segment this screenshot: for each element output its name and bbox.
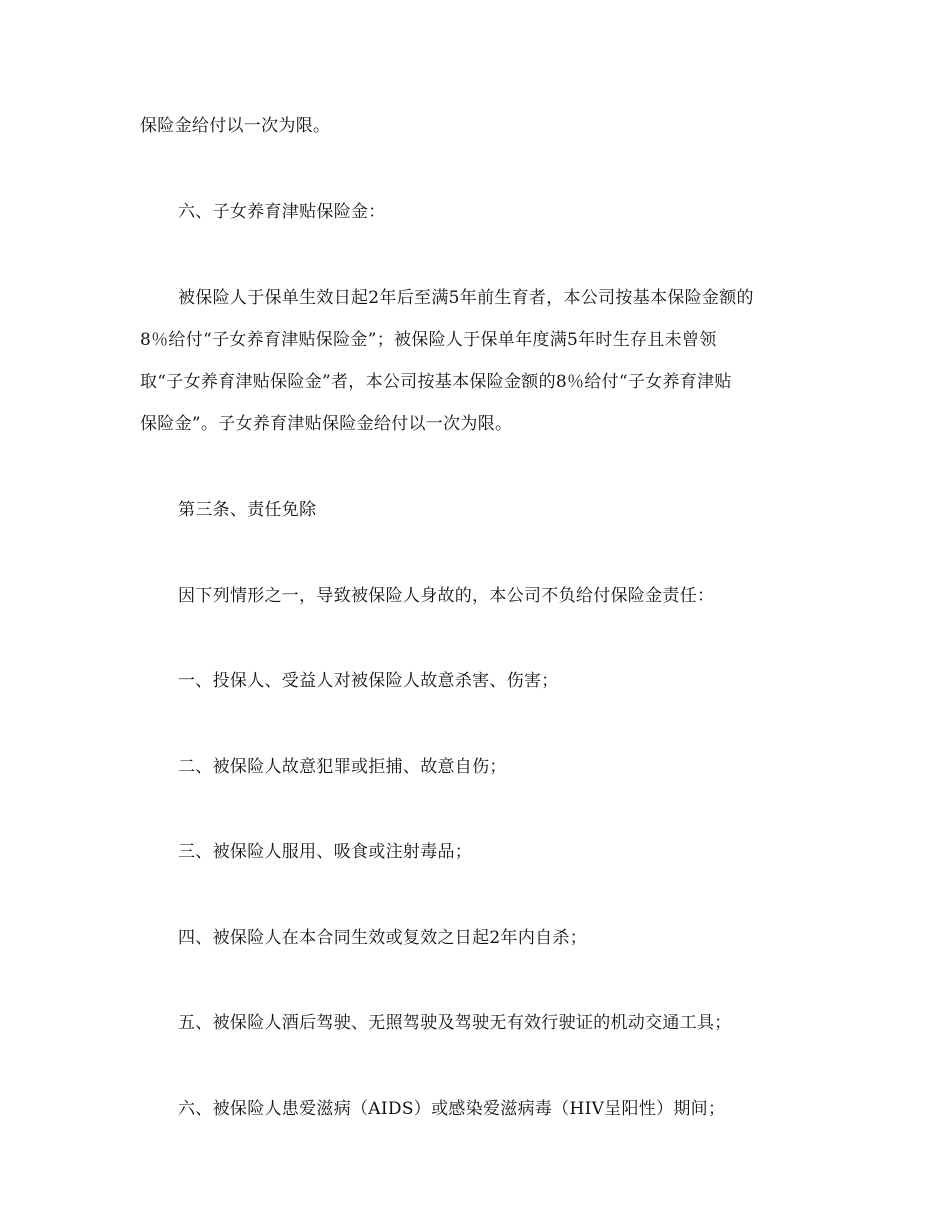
- paragraph-line: 取“子女养育津贴保险金”者，本公司按基本保险金额的8％给付“子女养育津贴: [140, 372, 732, 392]
- exclusion-item: 三、被保险人服用、吸食或注射毒品；: [178, 842, 473, 862]
- article-heading-exclusions: 第三条、责任免除: [178, 500, 317, 520]
- exclusions-intro: 因下列情形之一，导致被保险人身故的，本公司不负给付保险金责任：: [178, 586, 715, 606]
- section-heading-child-allowance: 六、子女养育津贴保险金：: [178, 202, 386, 222]
- paragraph-line: 保险金”。子女养育津贴保险金给付以一次为限。: [140, 414, 513, 434]
- exclusion-item: 六、被保险人患爱滋病（AIDS）或感染爱滋病毒（HIV呈阳性）期间；: [178, 1099, 726, 1119]
- exclusion-item: 四、被保险人在本合同生效或复效之日起2年内自杀；: [178, 928, 588, 948]
- exclusion-item: 二、被保险人故意犯罪或拒捕、故意自伤；: [178, 757, 507, 777]
- paragraph-benefit-limit: 保险金给付以一次为限。: [140, 116, 331, 136]
- paragraph-line: 8％给付“子女养育津贴保险金”；被保险人于保单年度满5年时生存且未曾领: [140, 330, 717, 350]
- paragraph-line: 被保险人于保单生效日起2年后至满5年前生育者，本公司按基本保险金额的: [178, 288, 754, 308]
- exclusion-item: 五、被保险人酒后驾驶、无照驾驶及驾驶无有效行驶证的机动交通工具；: [178, 1013, 732, 1033]
- exclusion-item: 一、投保人、受益人对被保险人故意杀害、伤害；: [178, 671, 559, 691]
